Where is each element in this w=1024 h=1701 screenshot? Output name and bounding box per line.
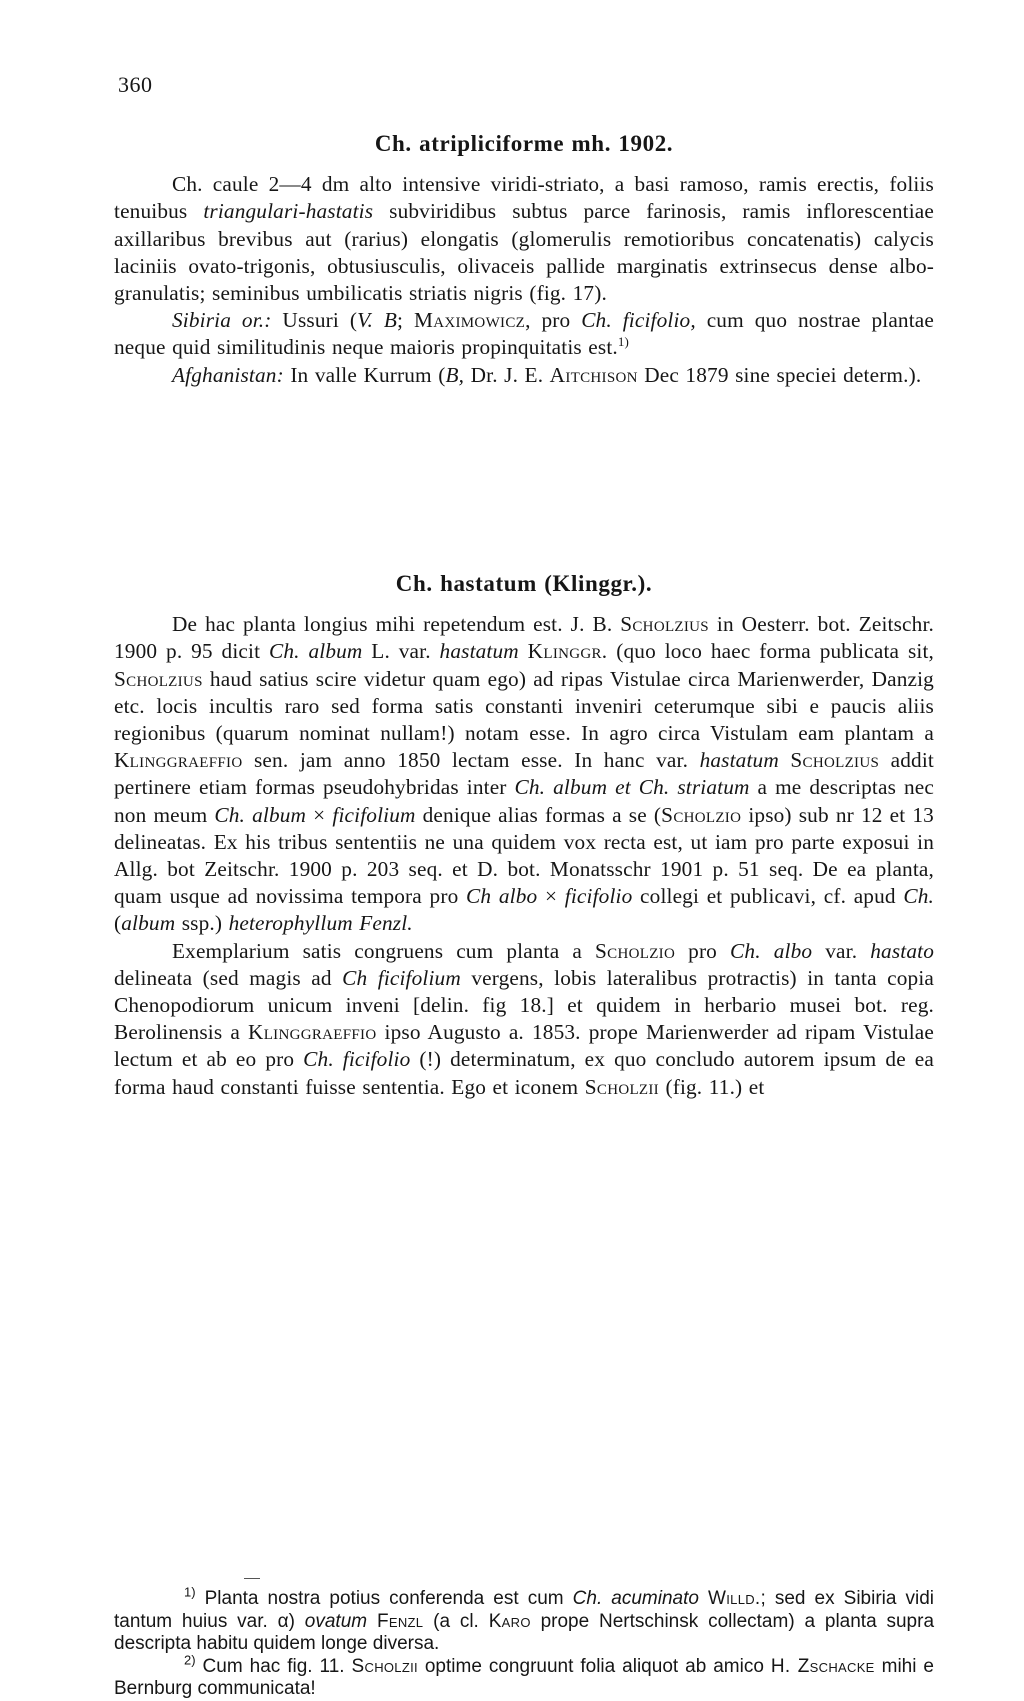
- text-run: (!) determinatum, ex quo concludo autorem ipsum de ea forma haud constanti fuisse sententia. Ego et iconem: [114, 1047, 934, 1099]
- text-run: Scholzio: [661, 802, 742, 827]
- footnote-1: [114, 1584, 935, 1656]
- text-run: [519, 639, 528, 663]
- text-run: ssp.): [175, 911, 229, 936]
- text-run: optime congruunt folia aliquot ab amico: [417, 1655, 771, 1677]
- text-run: ; sed ex Sibiria vidi tantum huius var. α): [114, 1588, 935, 1632]
- text-run: album: [121, 911, 176, 936]
- heading-hastatum: Ch. hastatum (Klinggr.).: [395, 571, 653, 596]
- text-run: delineata (sed magis ad: [114, 965, 343, 990]
- text-run: collegi et publicavi, cf. apud: [632, 884, 904, 909]
- text-run: hastatum: [439, 639, 519, 664]
- text-run: ×: [306, 802, 333, 827]
- text-run: 1): [184, 1584, 196, 1600]
- text-run: Ch. album: [269, 639, 363, 664]
- text-run: Ch. album et Ch. striatum: [514, 775, 750, 800]
- text-run: ficifolium: [332, 802, 416, 827]
- hastatum-paragraph-1: [114, 611, 934, 937]
- text-run: Ch. ficifolio: [303, 1047, 411, 1072]
- text-run: Ch. albo: [730, 938, 813, 963]
- text-run: Willd.: [708, 1588, 761, 1609]
- text-run: hastatum: [699, 748, 779, 773]
- text-run: Klinggraeffio: [248, 1020, 377, 1045]
- section-hastatum: [114, 570, 934, 1101]
- text-run: ficifolio: [564, 884, 633, 909]
- text-run: Scholzius: [790, 748, 880, 773]
- text-run: pro: [675, 938, 731, 963]
- text-run: Ch. acuminato: [572, 1588, 699, 1609]
- text-run: L. var.: [362, 639, 440, 664]
- text-run: a me descriptas nec non meum: [114, 775, 934, 827]
- heading-atripliciforme: Ch. atripliciforme mh. 1902.: [374, 131, 674, 156]
- text-run: ipso Augusto a. 1853. prope Marienwerder ad ripam Vistulae lectum et ab eo pro: [114, 1020, 934, 1072]
- text-run: Ch. album: [214, 802, 307, 827]
- text-run: Ch ficifolium: [342, 965, 461, 990]
- section-atripliciforme: [114, 130, 934, 389]
- footnote-separator: [244, 1578, 260, 1579]
- text-run: mihi e Bernburg communicata!: [114, 1655, 934, 1700]
- text-run: [367, 1611, 377, 1632]
- description-paragraph: Ch. caule 2—4 dm alto intensive viridi-striato, a basi ramoso, ramis erectis, foliis tenuibus triangulari-hastatis subviridibus subtus parce farinosis, ramis inflorescentiae axillaribus brevibus aut (rarius) elongatis (glomerulis remotioribus concatenatis) calycis laciniis ovato-trigonis, obtusiusculis, olivaceis pallide marginatis extrinsecus dense albo-granulatis; seminibus umbilicatis striatis nigris (fig. 17).: [114, 172, 934, 306]
- text-run: Scholzius: [114, 666, 203, 691]
- text-run: ×: [537, 884, 565, 909]
- text-run: Exemplarium satis congruens cum planta a: [172, 938, 596, 963]
- text-run: Karo: [488, 1610, 531, 1632]
- text-run: [699, 1588, 708, 1609]
- text-run: sen. jam anno 1850 lectam esse. In hanc var.: [242, 748, 700, 773]
- footnote-ref-1: 1): [617, 334, 630, 350]
- text-run: addit pertinere etiam formas pseudohybridas inter: [114, 748, 934, 800]
- text-run: var.: [812, 938, 871, 963]
- text-run: Klinggr.: [527, 639, 608, 664]
- text-run: Ch.: [903, 884, 934, 909]
- text-run: haud satius scire videtur quam ego) ad ripas Vistulae circa Marienwerder, Danzig etc. locis incultis raro sed forma satis constanti inveniri ceterumque sibi e paucis aliis regionibus (quarum nominat nullam!) notam esse. In agro circa Vistulam eam plantam a: [114, 666, 934, 746]
- locality-sibiria: Sibiria or.: Ussuri (V. B; Maximowicz, pro Ch. ficifolio, cum quo nostrae plantae neque quid similitudinis neque maioris propinquitatis est.$^{1)}$: [114, 308, 934, 360]
- text-run: Scholzio: [595, 938, 676, 963]
- text-run: denique alias formas a se (: [415, 802, 662, 827]
- text-run: Scholzii: [584, 1074, 659, 1099]
- text-run: heterophyllum Fenzl.: [228, 911, 413, 936]
- text-run: ovatum: [304, 1610, 368, 1632]
- text-run: Klinggraeffio: [114, 748, 243, 773]
- text-run: Scholzius: [620, 612, 709, 637]
- text-run: (quo loco haec forma publicata sit,: [607, 639, 934, 664]
- text-run: 2): [184, 1652, 196, 1668]
- text-run: Ch albo: [466, 884, 538, 909]
- text-run: [779, 748, 791, 772]
- text-run: (fig. 11.) et: [658, 1074, 765, 1099]
- text-run: in Oesterr. bot. Zeitschr. 1900 p. 95 dicit: [114, 612, 934, 664]
- locality-afghanistan: Afghanistan: In valle Kurrum (B, Dr. J. E. Aitchison Dec 1879 sine speciei determ.).: [172, 362, 922, 387]
- page-number: 360: [118, 72, 153, 97]
- text-run: vergens, lobis lateralibus protractis) in tanta copia Chenopodiorum unicum inveni [delin. fig 18.] et quidem in herbario musei bot. reg. Berolinensis a: [114, 965, 935, 1045]
- text-run: Planta nostra potius conferenda est cum: [195, 1588, 573, 1609]
- text-run: hastato: [870, 938, 934, 963]
- text-run: (a cl.: [423, 1610, 489, 1632]
- hastatum-paragraph-2: [114, 938, 934, 1101]
- text-run: prope Nertschinsk collectam) a planta supra descripta habitu quidem longe diversa.: [114, 1610, 935, 1655]
- footnotes: [114, 1584, 935, 1701]
- footnote-2: [114, 1652, 934, 1701]
- text-run: H. Zschacke: [770, 1655, 875, 1677]
- text-run: ipso) sub nr 12 et 13 delineatas. Ex his tribus sententiis ne una quidem vox recta est, ut iam pro parte exposui in Allg. bot Zeitschr. 1900 p. 203 seq. et D. bot. Monatsschr 1901 p. 51 seq. De ea planta, quam usque ad novissima tempora pro: [114, 802, 934, 909]
- text-run: Fenzl: [376, 1610, 424, 1632]
- text-run: (: [114, 911, 122, 936]
- text-run: Cum hac fig. 11.: [195, 1655, 352, 1677]
- text-run: De hac planta longius mihi repetendum est. J. B.: [172, 612, 621, 637]
- text-run: Scholzii: [351, 1655, 418, 1677]
